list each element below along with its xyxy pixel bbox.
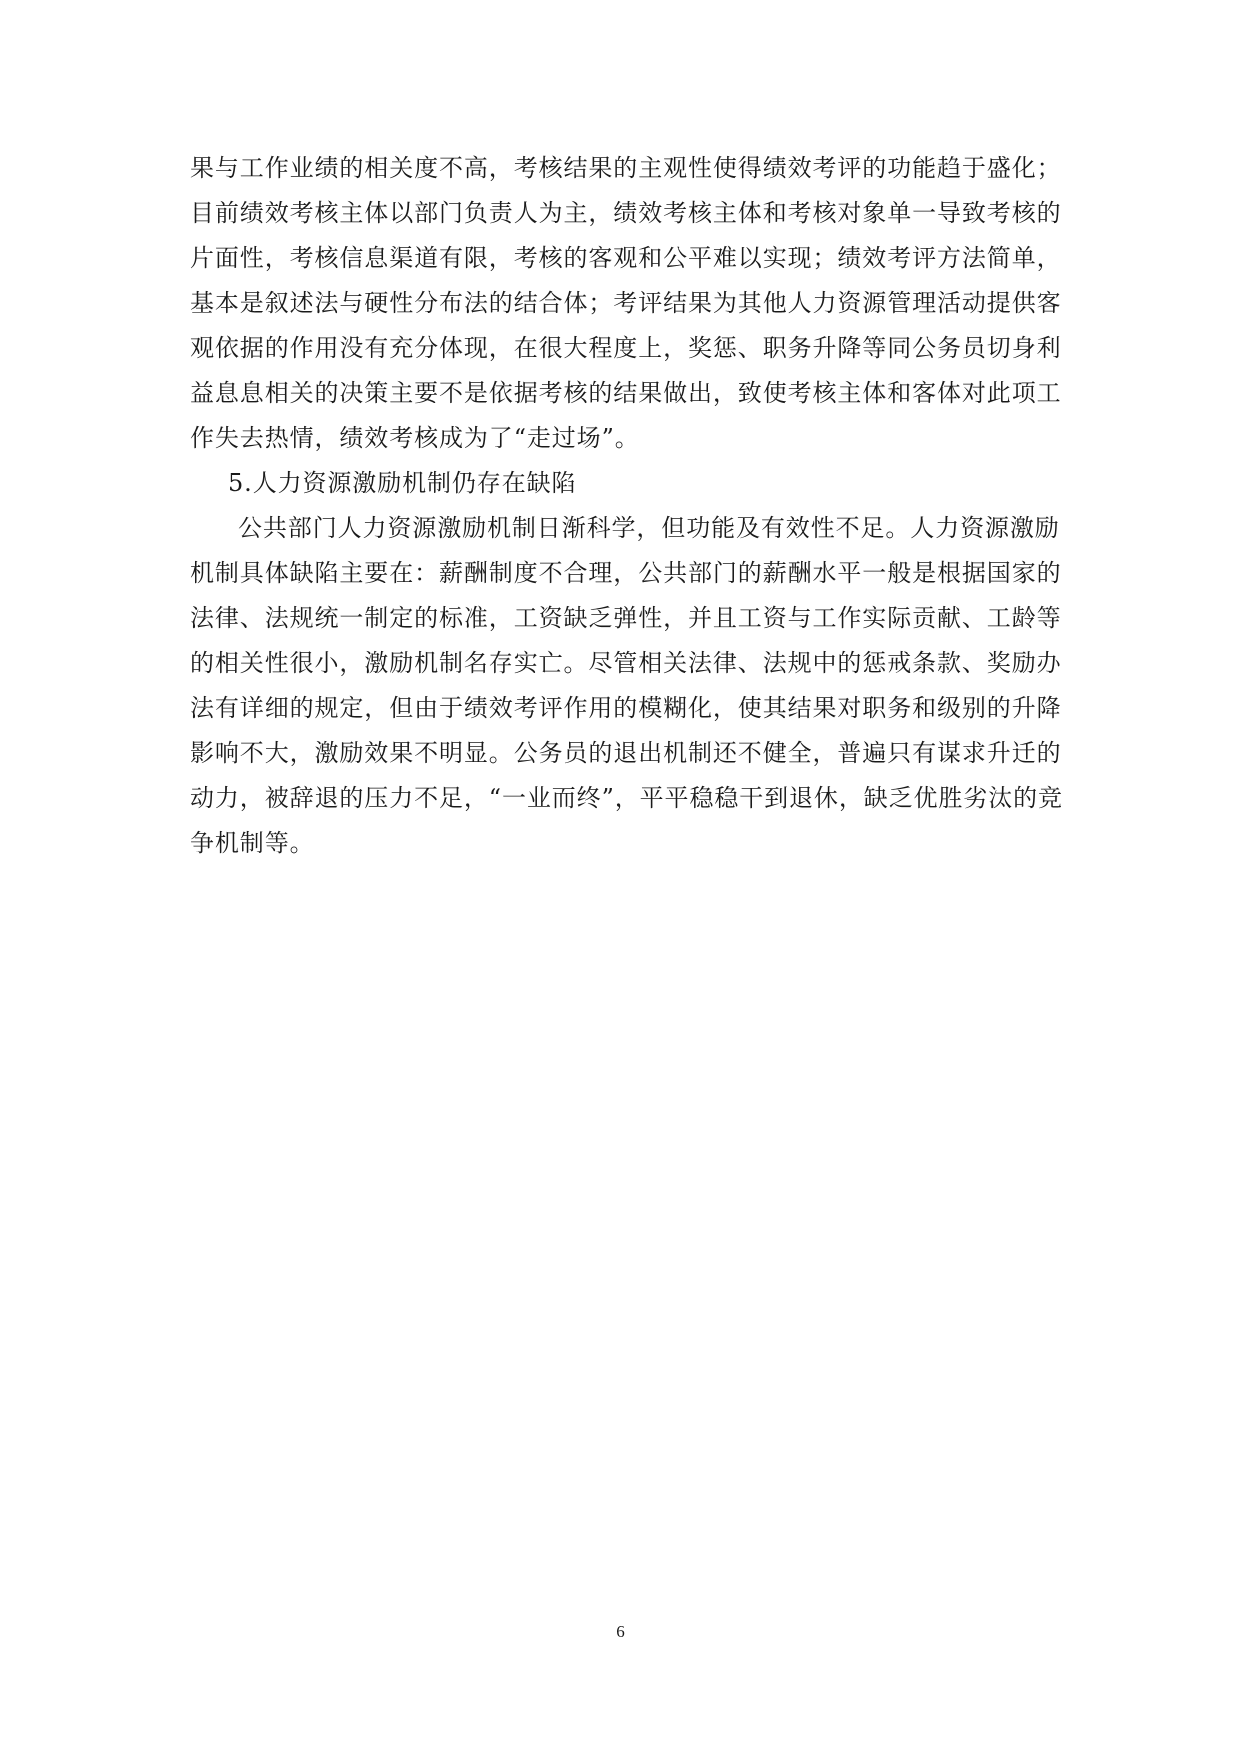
paragraph-1-line: 作失去热情，绩效考核成为了“走过场”。 xyxy=(190,424,640,452)
paragraph-2-line: 公共部门人力资源激励机制日渐科学，但功能及有效性不足。人力资源激励 xyxy=(238,514,1060,542)
paragraph-2-line: 争机制等。 xyxy=(190,829,315,857)
paragraph-2-line: 法律、法规统一制定的标准，工资缺乏弹性，并且工资与工作实际贡献、工龄等 xyxy=(190,604,1062,632)
paragraph-1-line: 片面性，考核信息渠道有限，考核的客观和公平难以实现；绩效考评方法简单， xyxy=(190,244,1062,272)
paragraph-1-line: 观依据的作用没有充分体现，在很大程度上，奖惩、职务升降等同公务员切身利 xyxy=(190,334,1062,362)
paragraph-2-line: 法有详细的规定，但由于绩效考评作用的模糊化，使其结果对职务和级别的升降 xyxy=(190,694,1062,722)
paragraph-2-line: 的相关性很小，激励机制名存实亡。尽管相关法律、法规中的惩戒条款、奖励办 xyxy=(190,649,1062,677)
section-heading: 5.人力资源激励机制仍存在缺陷 xyxy=(228,469,577,497)
paragraph-2-line: 影响不大，激励效果不明显。公务员的退出机制还不健全，普遍只有谋求升迁的 xyxy=(190,739,1062,767)
paragraph-1-line: 目前绩效考核主体以部门负责人为主，绩效考核主体和考核对象单一导致考核的 xyxy=(190,199,1062,227)
paragraph-1-line: 基本是叙述法与硬性分布法的结合体；考评结果为其他人力资源管理活动提供客 xyxy=(190,289,1062,317)
paragraph-1-line: 益息息相关的决策主要不是依据考核的结果做出，致使考核主体和客体对此项工 xyxy=(190,379,1062,407)
paragraph-2-line: 机制具体缺陷主要在：薪酬制度不合理，公共部门的薪酬水平一般是根据国家的 xyxy=(190,559,1062,587)
paragraph-1-line: 果与工作业绩的相关度不高，考核结果的主观性使得绩效考评的功能趋于盛化； xyxy=(190,154,1062,182)
page-number: 6 xyxy=(616,1622,625,1641)
paragraph-2-line: 动力，被辞退的压力不足，“一业而终”，平平稳稳干到退休，缺乏优胜劣汰的竞 xyxy=(190,784,1063,812)
